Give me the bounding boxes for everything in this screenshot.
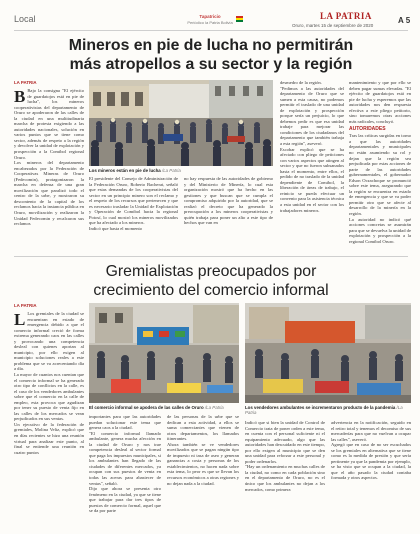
article2-source: LA PATRIA — [14, 303, 37, 308]
article2-caption2-text: Los vendedores ambulantes se incrementaron producto de la pandemia — [245, 405, 396, 410]
street-vendors-photo — [89, 303, 239, 403]
article1-photo-caption — [89, 168, 273, 173]
ambulant-vendors-photo — [245, 303, 411, 403]
article1-subhead: AUTORIDADES — [349, 126, 386, 133]
article1-headline-line2: más atropellos a su sector y la región — [69, 56, 353, 73]
article2-headline-line1: Gremialistas preocupados por — [105, 263, 317, 280]
bolivia-flag-icon — [236, 16, 243, 22]
article2-photo2-caption — [245, 405, 411, 415]
article1-column3: no hay respuesta de las autoridades de gobierno y del Ministerio de Minería, lo cual esta organización mostró que ha hecho en las gestiones y que buscan que se cumpla el compromiso adquirido por la autoridad, que se realizó el decreto que ha generado la preocupación a los mineros cooperativistas y quién trabaja para poner un alto a este tipo de hechos que van en — [184, 176, 273, 226]
section-label: Local — [14, 14, 36, 24]
article1-column2: El presidente del Consejo de Administración de la Federación Oruro, Roberto Bacherat, señaló que estas demandas de los cooperativistas del sector en un principio minero son el reclamo y el respeto de los recursos que pertenecen y que es necesario trasladar la Unidad de Explotación y Operación de Comibol hacia la regional Potosí, lo cual mostró los mineros movilizados que ha afectado a los mineros. Indicó que hasta el momento — [89, 176, 178, 231]
article2-column1 — [14, 311, 84, 526]
article1-column4: desmedro de la región. "Pedimos a las autoridades del departamento de Oruro que se sumen a esta causa, no podemos permitir el traslado de una unidad de explotación y prospección porque sería un perjuicio, lo que debemos pedir es que esa unidad trabaje para mejorar las condiciones de los ciudadanos del departamento que también trabaja a esta región", aseveró. Escobar explicó que se ha afectado con pliego de peticiones con varios aspectos que atingen al sector y que no fueron subsanados hasta el momento, entre ellos, el pedido de no traslado de la unidad dependiente de Comibol, la liberación de áreas de trabajo, el reinicio se pueda efectuar un convenio para la asistencia técnica a esta unidad en el sector con los trabajadores mineros. — [280, 80, 344, 213]
header-rule — [14, 30, 408, 31]
article2-headline-line2: crecimiento del comercio informal — [93, 282, 329, 299]
article1-headline-line1: Mineros en pie de lucha no permitirán — [68, 37, 354, 54]
article2-photo2 — [245, 303, 411, 403]
article2-column5: advertencia en la notificación, seguido en el retiro total y tenemos el decomiso de sus mercaderías para que no vuelvan a ocupar las calles", aseveró. Agregó que en caso de no ser escuchados se los gremiales en alternativa que se tiene como es la medida de presión y que sería pertinente ya que la pandemia por ejemplo, se ha visto que se ocupan a la ciudad, la que el año pasado la ciudad contaba formada y otros aspectos. — [331, 420, 411, 481]
article1-column5b-text: Tras las críticas surgidas en torno a que las autoridades departamentales y municipales no están asumiendo su rol y dejan que la región sea perjudicada por estas acciones de parte de las autoridades gubernamentales, el gobernador Edson Oczachoque se pronunció sobre este tema, asegurando que la región se encuentra en estado de emergencia y que se va poder permitir otro que se afecte al desarrollo de la minería en la región. La autoridad no indicó qué acciones concretas se asumirán para que se devuelva la unidad de explotación y prospección a la regional Comibol Oruro. — [349, 133, 411, 244]
article1-dropcap: B — [14, 88, 26, 106]
article2-column4: Indicó que si bien la unidad de Control de Comercio trata de poner orden a este tema, en cuenta con el personal suficiente ni el equipamiento adecuado, algo que las autoridades han descuidado en este tiempo, por ello exigen al municipio que se den una unidad para reforzar a este personal y poder ordenarlos. "Hay un ordenamiento en muchas calles de la ciudad, no como en cada población sino en el departamento de Oruro, no es el único que los ambulantes no dejan a los mercados, como primera — [245, 420, 325, 492]
article-divider — [14, 256, 408, 257]
header-center-line2: Periódico la Patria Bolivia — [187, 20, 233, 25]
article1-column1 — [14, 88, 84, 252]
article2-column3: de las personas de la urbe que se dedican a esta actividad, a ellos se suma comerciantes que vienen de otros departamentos, los llamados itinerantes. Ahora también se ve vendedores movilizados que se pagan ningún tipo de impuesto ni tasa de aseo y generan ganancias a costa y personas de los establecimientos, no hacen nada sobre esta tema, lo peor es que se llevan los recursos económicos a otras regiones y no dejan nada a la ciudad. — [167, 414, 239, 486]
article1-column5 — [349, 80, 411, 252]
article2-photo-caption — [89, 405, 239, 410]
article2-photo — [89, 303, 239, 403]
article1-column5-text: mantenimiento y que por ello se deben pagar sumas elevadas. "El ejército de guardatojos está en pie de lucha y esperemos que las autoridades nos den respuesta efectiva a este pliego petitorio, sino tomaremos otras acciones más radicales, concluyó. — [349, 80, 411, 124]
article1-column1-text: Bajo la consigna "El ejército de guardatojos está en pie de lucha", los mineros cooperativistas del departamento de Oruro se apoderaron de las calles de la ciudad en una multitudinaria marcha de protesta exigiendo a las autoridades nacionales, solución en varios puntos que se tiene como sector, además de respeto a la región y devolver la unidad de explotación y prospección a la Comibol regional Oruro. Los mineros del departamento encabezados por la Federación de Cooperativas Mineras de Oruro (Fedecomin), protagonizaron la marcha en defensa de una gran movilización que paralizó todo el centro de la urbe, y mostraron su descontento de la capital de los reclamos hacia la instancia pública en Oruro, movilización y realizaron la Unidad Fedecomin y recalcaron sus reclamos — [14, 88, 84, 227]
article1-photo-credit: /La Patria — [161, 168, 181, 173]
article2-column2: importantes para que las autoridades puedan solucionar este tema que genera caos a la ciudad. "El comercio informal llamado ambulante, genera mucha afección en la ciudad de Oruro y nos trae competencia desleal al sector formal que paga los impuestos municipales, si los ambulantes han llegado de las ciudades de diferentes mercados, ya ocupan con sus puestos de venta en todas las aceras para abastecer de ventas", señaló. Dijo que ahora se presenta otro fenómeno en la ciudad, ya que se tiene que trabajar para dar tres tipos de puestos de comercio formal, aquel que se da por parte — [89, 414, 161, 514]
article2-dropcap: L — [14, 311, 26, 329]
article2-photo2-credit: /La Patria — [245, 405, 403, 415]
issue-date: Oruro, martes 15 de septiembre de 2020 — [292, 23, 374, 28]
article1-headline — [14, 36, 408, 74]
header-center-line1: Tapatricio — [199, 14, 221, 19]
article1-source: LA PATRIA — [14, 80, 37, 85]
article2-headline — [14, 262, 408, 300]
article2-column1-text: Los gremiales de la ciudad se encuentran en estado de emergencia debido a que el comercio informal creció de forma extrema generando caos en las calles y provocando una competencia desleal con quienes aportan al municipio, por ello exigen al municipio soluciones reales a este problema que se va acrecentando día a día. La mayor de cuantos nos cuentan que el comercio informal se ha generado otro tipo de conflictos en la calle, es el caso de los vendedores ambulantes sobre que el comercio en la calle de empleo, esta provoca que agudizan por tener su puesto de venta fijo en las calles de los mercados se vean perjudicados en sus ventas. Un ejecutivo de la federación de gremiales, Molina Veliz, explicó que en días recientes se hizo una reunión virtual para analizar este punto, al final se entiende una reunión en cuatro puntos — [14, 311, 84, 455]
article1-caption-text: Los mineros están en pie de lucha — [89, 168, 161, 173]
page-number: A 5 — [398, 16, 411, 25]
masthead-logo: LA PATRIA — [320, 11, 372, 21]
article2-caption-text: El comercio informal se apodera de las calles de Oruro — [89, 405, 204, 410]
article2-photo-credit: /La Patria — [204, 405, 224, 410]
miners-march-photo — [89, 80, 273, 166]
article1-photo — [89, 80, 273, 166]
